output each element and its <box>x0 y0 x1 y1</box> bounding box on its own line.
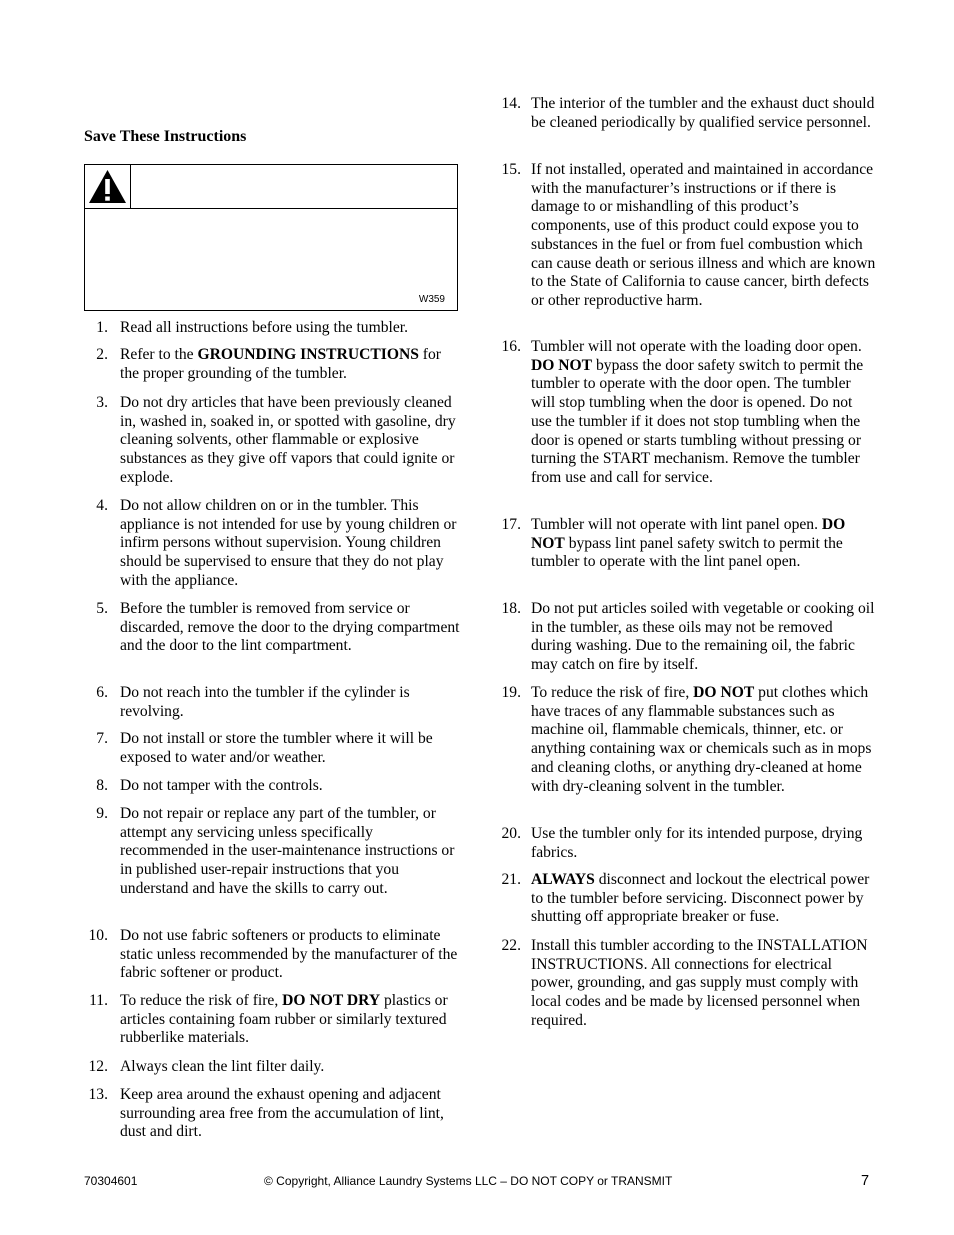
list-item-text <box>531 600 877 675</box>
copyright-notice: © Copyright, Alliance Laundry Systems LLC – DO NOT COPY or TRANSMIT <box>264 1174 673 1188</box>
text-run: for the proper grounding of the tumbler. <box>120 346 441 382</box>
list-item-text <box>531 825 877 862</box>
list-item-text <box>120 730 462 767</box>
page-number: 7 <box>861 1173 870 1189</box>
text-run: put clothes which have traces of any flammable substances such as machine oil, flammable chemicals, thinner, etc. or anything containing wax or chemicals such as in mops and cleaning cloths, or anything dry-cleaned at home with dry-cleaning solvent in the tumbler. <box>531 684 872 795</box>
list-item-text <box>120 777 462 796</box>
list-item-number: 14. <box>501 95 521 112</box>
text-run: bypass the door safety switch to permit the tumbler to operate with the door open. The tumbler will stop tumbling when the door is opened. Do not use the tumbler if it does not stop tumbling when the door is opened or starts tumbling without pressing or turning the START mechanism. Remove the tumbler from use and call for service. <box>531 356 864 486</box>
text-run: To reduce the risk of fire, <box>120 992 283 1009</box>
text-run: Refer to the <box>120 346 198 363</box>
list-item-text <box>120 346 462 383</box>
list-item-text <box>120 319 462 338</box>
list-item-number: 8. <box>96 777 108 794</box>
emphasis-text: GROUNDING INSTRUCTIONS <box>197 346 419 363</box>
text-run: Before the tumbler is removed from service or discarded, remove the door to the drying compartment and the door to the lint compartment. <box>120 600 460 655</box>
text-run: Do not reach into the tumbler if the cylinder is revolving. <box>120 684 410 720</box>
text-run: plastics or articles containing foam rubber or similarly textured rubberlike materials. <box>120 992 448 1047</box>
warning-icon-cell <box>85 165 131 208</box>
text-run: Always clean the lint filter daily. <box>120 1058 325 1075</box>
list-item-number: 9. <box>96 805 108 822</box>
list-item-text <box>120 805 462 899</box>
text-run: Do not use fabric softeners or products to eliminate static unless recommended by the manufacturer of the fabric softener or product. <box>120 927 458 982</box>
doc-number: 70304601 <box>84 1174 138 1188</box>
list-item-text <box>120 600 462 656</box>
list-item-text <box>531 338 877 488</box>
text-run: Do not dry articles that have been previously cleaned in, washed in, soaked in, or spotted with gasoline, dry cleaning solvents, other flammable or explosive substances as they give off vapors that could ignite or explode. <box>120 394 456 486</box>
text-run: Do not put articles soiled with vegetable or cooking oil in the tumbler, as these oils may not be removed during washing. Due to the remaining oil, the fabric may catch on fire by itself. <box>531 600 875 674</box>
text-run: Install this tumbler according to the INSTALLATION INSTRUCTIONS. All connections for electrical power, grounding, and gas supply must comply with local codes and be made by licensed personnel when required. <box>531 937 868 1029</box>
list-item-text <box>531 95 877 132</box>
list-item-number: 11. <box>89 992 108 1009</box>
warning-header <box>85 165 457 209</box>
list-item-text <box>120 497 462 591</box>
section-heading: Save These Instructions <box>84 128 247 145</box>
warning-box <box>84 164 458 311</box>
emphasis-text: DO NOT <box>531 356 593 374</box>
text-run: Tumbler will not operate with the loading door open. <box>531 338 862 355</box>
text-run: Do not repair or replace any part of the tumbler, or attempt any servicing unless specifically recommended in the user-maintenance instructions or in published user-repair instructions that you understand and have the skills to carry out. <box>120 805 455 897</box>
list-item-number: 2. <box>96 346 108 363</box>
list-item-number: 5. <box>96 600 108 617</box>
list-item-number: 13. <box>88 1086 108 1103</box>
list-item-number: 1. <box>96 319 108 336</box>
list-item-text <box>120 1086 462 1142</box>
text-run: disconnect and lockout the electrical power to the tumbler before servicing. Disconnect power by shutting off appropriate breaker or fuse. <box>531 871 870 926</box>
list-item-text <box>531 161 877 311</box>
list-item-number: 12. <box>88 1058 108 1075</box>
list-item-number: 19. <box>501 684 521 701</box>
text-run: If not installed, operated and maintained in accordance with the manufacturer’s instructions or if there is damage to or mishandling of this product’s components, use of this product could expose you to substances in the fuel or from fuel combustion which can cause death or serious illness and which are known to the State of California to cause cancer, birth defects or other reproductive harm. <box>531 161 876 309</box>
text-run: Read all instructions before using the tumbler. <box>120 319 408 336</box>
text-run: bypass lint panel safety switch to permit the tumbler to operate with the lint panel open. <box>531 534 843 571</box>
list-item-number: 16. <box>501 338 521 355</box>
list-item-number: 7. <box>96 730 108 747</box>
list-item-number: 6. <box>96 684 108 701</box>
warning-triangle-icon <box>88 169 127 204</box>
text-run: Do not install or store the tumbler where it will be exposed to water and/or weather. <box>120 730 433 766</box>
emphasis-text: DO NOT DRY <box>282 992 381 1009</box>
text-run: The interior of the tumbler and the exhaust duct should be cleaned periodically by qualified service personnel. <box>531 95 875 131</box>
text-run: Do not allow children on or in the tumbler. This appliance is not intended for use by young children or infirm persons without supervision. Young children should be supervised to ensure that they do not play with the appliance. <box>120 497 457 589</box>
list-item-number: 3. <box>96 394 108 411</box>
list-item-number: 15. <box>501 161 521 178</box>
list-item-number: 18. <box>501 600 521 617</box>
emphasis-text: ALWAYS <box>531 871 595 888</box>
text-run: Do not tamper with the controls. <box>120 777 323 794</box>
list-item-text <box>120 684 462 721</box>
list-item-number: 20. <box>501 825 521 842</box>
list-item-text <box>120 394 462 488</box>
list-item-text <box>531 871 877 927</box>
emphasis-text: DO NOT <box>693 684 755 701</box>
text-run: Use the tumbler only for its intended purpose, drying fabrics. <box>531 825 863 861</box>
list-item-text <box>531 937 877 1031</box>
text-run: To reduce the risk of fire, <box>531 684 694 701</box>
list-item-text <box>531 516 877 572</box>
list-item-text <box>120 1058 462 1077</box>
list-item-number: 17. <box>501 516 521 533</box>
emphasis-text: DO NOT <box>531 516 846 552</box>
list-item-text <box>531 684 877 796</box>
text-run: Tumbler will not operate with lint panel open. <box>531 516 822 533</box>
warning-code: W359 <box>418 294 445 305</box>
list-item-text <box>120 992 462 1048</box>
list-item-number: 4. <box>96 497 108 514</box>
list-item-number: 10. <box>88 927 108 944</box>
list-item-text <box>120 927 462 983</box>
list-item-number: 22. <box>501 937 521 954</box>
text-run: Keep area around the exhaust opening and adjacent surrounding area free from the accumulation of lint, dust and dirt. <box>120 1086 444 1141</box>
list-item-number: 21. <box>501 871 521 888</box>
